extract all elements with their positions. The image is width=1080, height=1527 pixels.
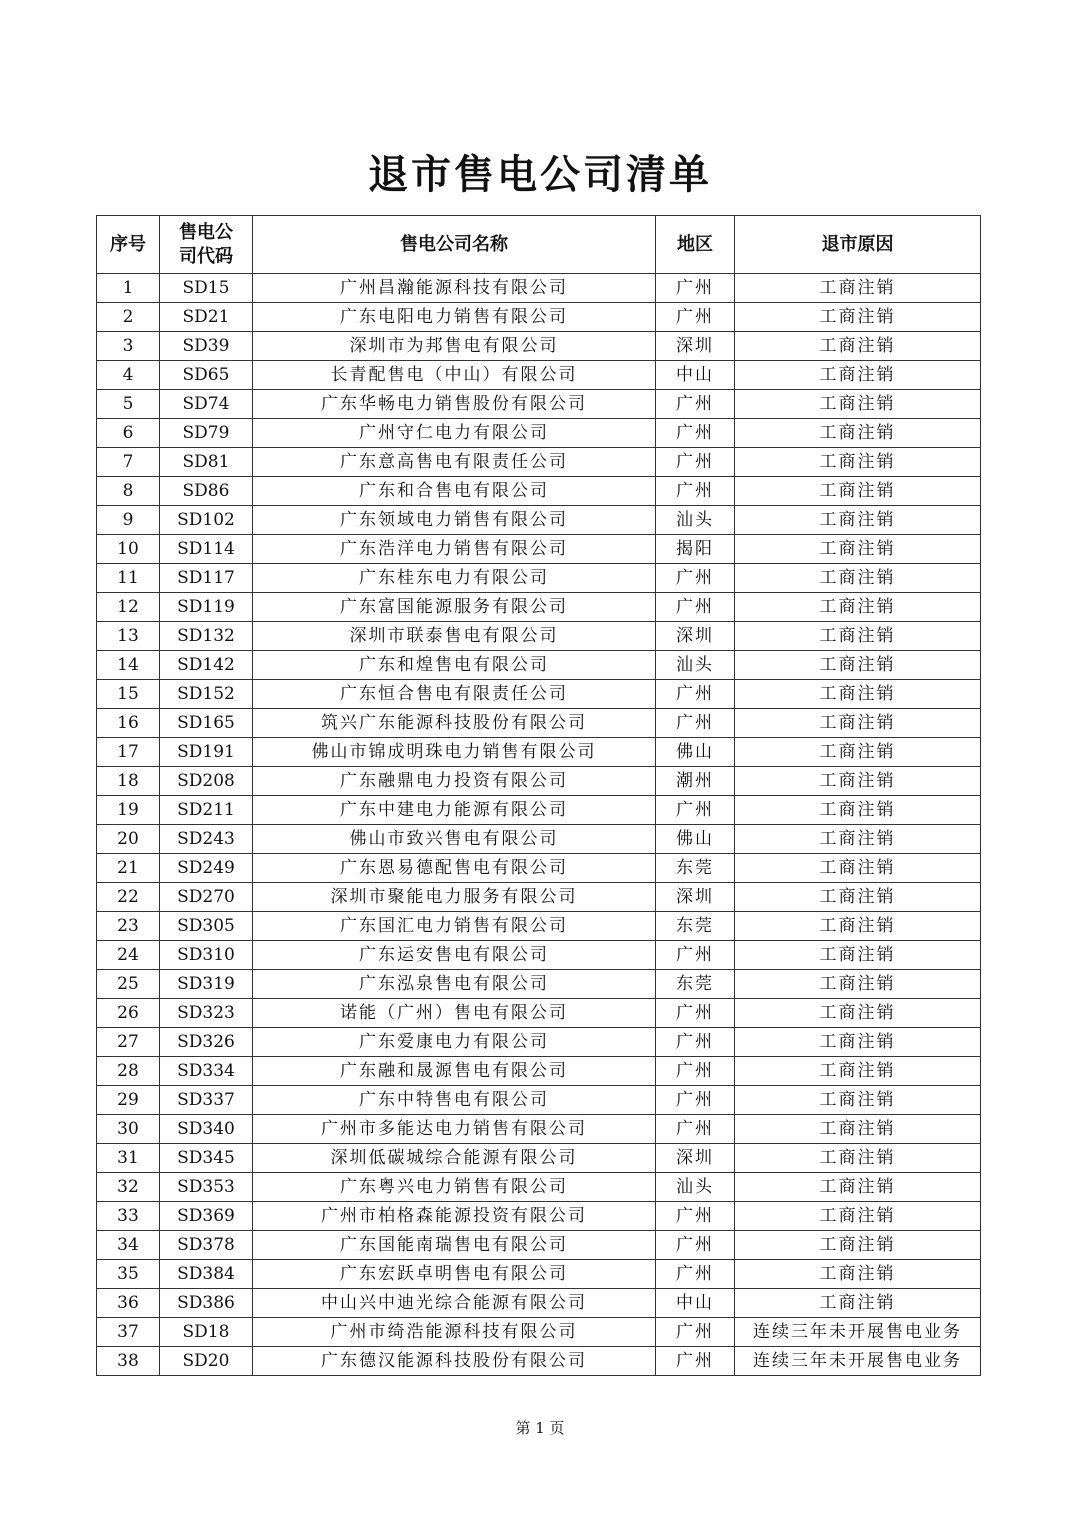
delisting-reason: 工商注销 <box>735 390 981 419</box>
delisting-reason: 工商注销 <box>735 332 981 361</box>
company-name: 广东意高售电有限责任公司 <box>253 448 656 477</box>
table-row <box>97 448 981 477</box>
company-code: SD114 <box>160 535 253 564</box>
delisting-reason: 工商注销 <box>735 1289 981 1318</box>
company-code: SD165 <box>160 709 253 738</box>
company-area: 广州 <box>656 941 735 970</box>
company-code: SD378 <box>160 1231 253 1260</box>
table-header-row <box>97 216 981 274</box>
company-area: 东莞 <box>656 854 735 883</box>
company-code: SD119 <box>160 593 253 622</box>
company-code: SD384 <box>160 1260 253 1289</box>
delisting-reason: 工商注销 <box>735 1202 981 1231</box>
table-row <box>97 825 981 854</box>
delisting-reason: 工商注销 <box>735 970 981 999</box>
company-area: 广州 <box>656 1260 735 1289</box>
delisting-reason: 工商注销 <box>735 912 981 941</box>
company-area: 广州 <box>656 390 735 419</box>
company-area: 广州 <box>656 1231 735 1260</box>
header-reason: 退市原因 <box>735 216 981 274</box>
table-row <box>97 1347 981 1376</box>
table-row <box>97 854 981 883</box>
company-area: 潮州 <box>656 767 735 796</box>
company-name: 广州市柏格森能源投资有限公司 <box>253 1202 656 1231</box>
company-code: SD191 <box>160 738 253 767</box>
delisting-reason: 工商注销 <box>735 767 981 796</box>
table-row <box>97 999 981 1028</box>
company-code: SD353 <box>160 1173 253 1202</box>
company-area: 深圳 <box>656 622 735 651</box>
company-name: 长青配售电（中山）有限公司 <box>253 361 656 390</box>
company-area: 佛山 <box>656 738 735 767</box>
header-no: 序号 <box>97 216 160 274</box>
delisting-reason: 工商注销 <box>735 1086 981 1115</box>
company-code: SD142 <box>160 651 253 680</box>
table-row <box>97 419 981 448</box>
company-name: 广东爱康电力有限公司 <box>253 1028 656 1057</box>
delisting-reason: 工商注销 <box>735 796 981 825</box>
table-row <box>97 651 981 680</box>
delisting-reason: 工商注销 <box>735 361 981 390</box>
delisting-reason: 工商注销 <box>735 274 981 303</box>
company-code: SD310 <box>160 941 253 970</box>
row-number: 11 <box>97 564 160 593</box>
company-area: 中山 <box>656 361 735 390</box>
company-name: 广东和合售电有限公司 <box>253 477 656 506</box>
row-number: 6 <box>97 419 160 448</box>
table-row <box>97 1289 981 1318</box>
company-area: 广州 <box>656 448 735 477</box>
company-code: SD18 <box>160 1318 253 1347</box>
row-number: 10 <box>97 535 160 564</box>
table-row <box>97 767 981 796</box>
table-row <box>97 564 981 593</box>
row-number: 2 <box>97 303 160 332</box>
table-row <box>97 1057 981 1086</box>
row-number: 18 <box>97 767 160 796</box>
company-name: 深圳市联泰售电有限公司 <box>253 622 656 651</box>
delisting-reason: 连续三年未开展售电业务 <box>735 1318 981 1347</box>
table-row <box>97 593 981 622</box>
company-name: 广东恩易德配售电有限公司 <box>253 854 656 883</box>
row-number: 35 <box>97 1260 160 1289</box>
company-area: 广州 <box>656 1028 735 1057</box>
company-code: SD319 <box>160 970 253 999</box>
company-code: SD345 <box>160 1144 253 1173</box>
delisting-reason: 工商注销 <box>735 419 981 448</box>
table-row <box>97 477 981 506</box>
company-name: 广东宏跃卓明售电有限公司 <box>253 1260 656 1289</box>
company-area: 东莞 <box>656 970 735 999</box>
company-name: 广东电阳电力销售有限公司 <box>253 303 656 332</box>
company-area: 深圳 <box>656 332 735 361</box>
table-body <box>97 274 981 1376</box>
company-name: 广州市绮浩能源科技有限公司 <box>253 1318 656 1347</box>
company-code: SD86 <box>160 477 253 506</box>
company-name: 广州市多能达电力销售有限公司 <box>253 1115 656 1144</box>
company-code: SD243 <box>160 825 253 854</box>
company-name: 深圳市聚能电力服务有限公司 <box>253 883 656 912</box>
company-area: 广州 <box>656 564 735 593</box>
delisting-reason: 工商注销 <box>735 506 981 535</box>
delisting-reason: 工商注销 <box>735 999 981 1028</box>
company-name: 广东中特售电有限公司 <box>253 1086 656 1115</box>
company-area: 汕头 <box>656 651 735 680</box>
company-code: SD270 <box>160 883 253 912</box>
row-number: 17 <box>97 738 160 767</box>
company-area: 广州 <box>656 419 735 448</box>
company-area: 广州 <box>656 680 735 709</box>
company-name: 广东和煌售电有限公司 <box>253 651 656 680</box>
document-title: 退市售电公司清单 <box>368 152 712 198</box>
row-number: 24 <box>97 941 160 970</box>
row-number: 32 <box>97 1173 160 1202</box>
company-code: SD369 <box>160 1202 253 1231</box>
row-number: 21 <box>97 854 160 883</box>
table-row <box>97 390 981 419</box>
table-row <box>97 332 981 361</box>
delisting-reason: 工商注销 <box>735 825 981 854</box>
company-area: 广州 <box>656 709 735 738</box>
row-number: 25 <box>97 970 160 999</box>
company-name: 广东泓泉售电有限公司 <box>253 970 656 999</box>
company-name: 诺能（广州）售电有限公司 <box>253 999 656 1028</box>
delisting-reason: 工商注销 <box>735 622 981 651</box>
company-area: 佛山 <box>656 825 735 854</box>
company-area: 广州 <box>656 593 735 622</box>
company-code: SD74 <box>160 390 253 419</box>
row-number: 30 <box>97 1115 160 1144</box>
header-name: 售电公司名称 <box>253 216 656 274</box>
header-code <box>160 216 253 274</box>
company-area: 汕头 <box>656 1173 735 1202</box>
delisting-reason: 工商注销 <box>735 680 981 709</box>
delisting-reason: 工商注销 <box>735 1231 981 1260</box>
company-name: 广东粤兴电力销售有限公司 <box>253 1173 656 1202</box>
table-row <box>97 796 981 825</box>
row-number: 33 <box>97 1202 160 1231</box>
company-area: 广州 <box>656 1115 735 1144</box>
header-area: 地区 <box>656 216 735 274</box>
table-row <box>97 1318 981 1347</box>
table-row <box>97 1231 981 1260</box>
company-area: 揭阳 <box>656 535 735 564</box>
company-area: 广州 <box>656 999 735 1028</box>
company-code: SD323 <box>160 999 253 1028</box>
row-number: 27 <box>97 1028 160 1057</box>
company-code: SD305 <box>160 912 253 941</box>
table-row <box>97 1028 981 1057</box>
company-area: 广州 <box>656 477 735 506</box>
company-name: 广东融鼎电力投资有限公司 <box>253 767 656 796</box>
company-area: 广州 <box>656 303 735 332</box>
table-row <box>97 680 981 709</box>
table-row <box>97 1144 981 1173</box>
table-row <box>97 1115 981 1144</box>
row-number: 7 <box>97 448 160 477</box>
row-number: 4 <box>97 361 160 390</box>
delisting-reason: 工商注销 <box>735 651 981 680</box>
delisting-reason: 工商注销 <box>735 477 981 506</box>
company-code: SD340 <box>160 1115 253 1144</box>
table-row <box>97 506 981 535</box>
delisting-reason: 工商注销 <box>735 1115 981 1144</box>
table-row <box>97 709 981 738</box>
table-row <box>97 1086 981 1115</box>
row-number: 20 <box>97 825 160 854</box>
delisting-reason: 工商注销 <box>735 854 981 883</box>
company-name: 广东中建电力能源有限公司 <box>253 796 656 825</box>
company-name: 广东桂东电力有限公司 <box>253 564 656 593</box>
row-number: 31 <box>97 1144 160 1173</box>
row-number: 36 <box>97 1289 160 1318</box>
delisting-reason: 工商注销 <box>735 1260 981 1289</box>
company-code: SD102 <box>160 506 253 535</box>
company-name: 广东浩洋电力销售有限公司 <box>253 535 656 564</box>
company-name: 广东国能南瑞售电有限公司 <box>253 1231 656 1260</box>
delisting-reason: 工商注销 <box>735 1057 981 1086</box>
company-code: SD117 <box>160 564 253 593</box>
company-code: SD20 <box>160 1347 253 1376</box>
company-name: 广东富国能源服务有限公司 <box>253 593 656 622</box>
company-area: 深圳 <box>656 883 735 912</box>
company-code: SD211 <box>160 796 253 825</box>
table-row <box>97 361 981 390</box>
company-code: SD21 <box>160 303 253 332</box>
company-name: 广州昌瀚能源科技有限公司 <box>253 274 656 303</box>
company-area: 广州 <box>656 1347 735 1376</box>
row-number: 26 <box>97 999 160 1028</box>
row-number: 34 <box>97 1231 160 1260</box>
company-name: 广东华畅电力销售股份有限公司 <box>253 390 656 419</box>
company-name: 广东恒合售电有限责任公司 <box>253 680 656 709</box>
row-number: 29 <box>97 1086 160 1115</box>
company-code: SD79 <box>160 419 253 448</box>
row-number: 1 <box>97 274 160 303</box>
delisting-reason: 工商注销 <box>735 535 981 564</box>
company-area: 广州 <box>656 1318 735 1347</box>
delisting-reason: 连续三年未开展售电业务 <box>735 1347 981 1376</box>
company-code: SD337 <box>160 1086 253 1115</box>
row-number: 12 <box>97 593 160 622</box>
row-number: 38 <box>97 1347 160 1376</box>
row-number: 13 <box>97 622 160 651</box>
table-row <box>97 535 981 564</box>
table-row <box>97 1260 981 1289</box>
row-number: 19 <box>97 796 160 825</box>
company-area: 深圳 <box>656 1144 735 1173</box>
company-code: SD249 <box>160 854 253 883</box>
company-name: 广州守仁电力有限公司 <box>253 419 656 448</box>
company-area: 广州 <box>656 274 735 303</box>
row-number: 15 <box>97 680 160 709</box>
row-number: 3 <box>97 332 160 361</box>
table-row <box>97 941 981 970</box>
header-code-label: 售电公司代码 <box>179 221 233 267</box>
delisting-reason: 工商注销 <box>735 1028 981 1057</box>
delisting-reason: 工商注销 <box>735 1144 981 1173</box>
table-row <box>97 1173 981 1202</box>
row-number: 37 <box>97 1318 160 1347</box>
delisting-reason: 工商注销 <box>735 564 981 593</box>
company-table <box>96 215 981 1376</box>
table-row <box>97 303 981 332</box>
row-number: 16 <box>97 709 160 738</box>
company-area: 广州 <box>656 796 735 825</box>
company-name: 深圳市为邦售电有限公司 <box>253 332 656 361</box>
row-number: 28 <box>97 1057 160 1086</box>
company-name: 深圳低碳城综合能源有限公司 <box>253 1144 656 1173</box>
row-number: 14 <box>97 651 160 680</box>
company-code: SD81 <box>160 448 253 477</box>
table-row <box>97 1202 981 1231</box>
table-row <box>97 912 981 941</box>
table-row <box>97 883 981 912</box>
company-code: SD65 <box>160 361 253 390</box>
table-row <box>97 738 981 767</box>
row-number: 22 <box>97 883 160 912</box>
company-name: 广东融和晟源售电有限公司 <box>253 1057 656 1086</box>
delisting-reason: 工商注销 <box>735 941 981 970</box>
table-row <box>97 274 981 303</box>
page-number: 第 1 页 <box>515 1419 565 1437</box>
delisting-reason: 工商注销 <box>735 738 981 767</box>
delisting-reason: 工商注销 <box>735 1173 981 1202</box>
delisting-reason: 工商注销 <box>735 883 981 912</box>
company-code: SD208 <box>160 767 253 796</box>
delisting-reason: 工商注销 <box>735 448 981 477</box>
row-number: 8 <box>97 477 160 506</box>
company-name: 筑兴广东能源科技股份有限公司 <box>253 709 656 738</box>
company-area: 广州 <box>656 1057 735 1086</box>
row-number: 23 <box>97 912 160 941</box>
company-code: SD326 <box>160 1028 253 1057</box>
company-name: 佛山市致兴售电有限公司 <box>253 825 656 854</box>
company-code: SD132 <box>160 622 253 651</box>
company-area: 广州 <box>656 1086 735 1115</box>
row-number: 9 <box>97 506 160 535</box>
company-area: 广州 <box>656 1202 735 1231</box>
company-area: 中山 <box>656 1289 735 1318</box>
company-name: 广东领域电力销售有限公司 <box>253 506 656 535</box>
company-name: 广东德汉能源科技股份有限公司 <box>253 1347 656 1376</box>
company-name: 广东运安售电有限公司 <box>253 941 656 970</box>
delisting-reason: 工商注销 <box>735 593 981 622</box>
company-area: 汕头 <box>656 506 735 535</box>
row-number: 5 <box>97 390 160 419</box>
company-code: SD334 <box>160 1057 253 1086</box>
table-row <box>97 970 981 999</box>
company-name: 佛山市锦成明珠电力销售有限公司 <box>253 738 656 767</box>
company-name: 中山兴中迪光综合能源有限公司 <box>253 1289 656 1318</box>
delisting-reason: 工商注销 <box>735 709 981 738</box>
company-area: 东莞 <box>656 912 735 941</box>
company-code: SD15 <box>160 274 253 303</box>
company-code: SD39 <box>160 332 253 361</box>
company-code: SD152 <box>160 680 253 709</box>
delisting-reason: 工商注销 <box>735 303 981 332</box>
table-row <box>97 622 981 651</box>
company-code: SD386 <box>160 1289 253 1318</box>
company-name: 广东国汇电力销售有限公司 <box>253 912 656 941</box>
